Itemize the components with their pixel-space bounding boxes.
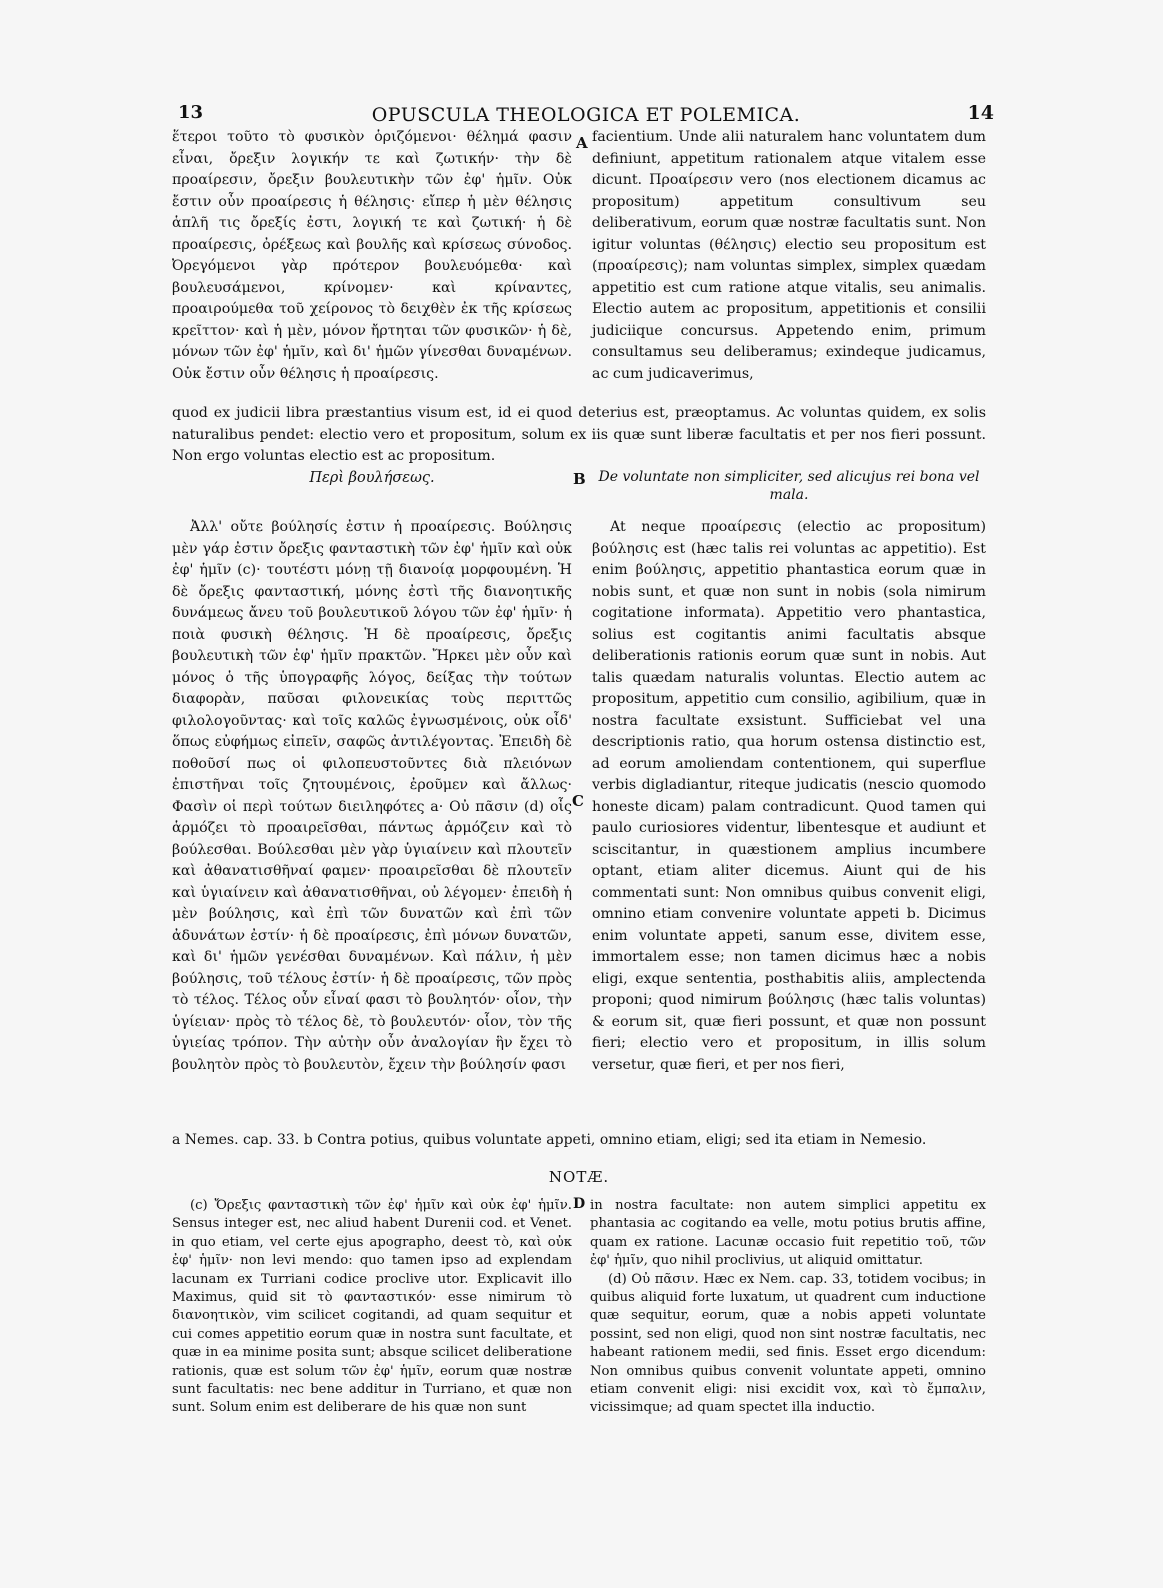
latin-column-top xyxy=(592,127,986,385)
greek-paragraph-top: ἕτεροι τοῦτο τὸ φυσικὸν ὁριζόμενοι· θέλημά φασιν εἶναι, ὄρεξιν λογικήν τε καὶ ζωτικήν· τὴν δὲ προαίρεσιν, ὄρεξιν βουλευτικὴν τῶν ἐφ' ἡμῖν. Οὐκ ἔστιν οὖν προαίρεσις ἡ θέλησις· εἴπερ ἡ μὲν θέλησις ἁπλῆ τις ὄρεξίς ἐστι, λογική τε καὶ ζωτική· ἡ δὲ προαίρεσις, ὀρέξεως καὶ βουλῆς καὶ κρίσεως σύνοδος. Ὀρεγόμενοι γὰρ πρότερον βουλευόμεθα· καὶ βουλευσάμενοι, κρίνομεν· καὶ κρίναντες, προαιρούμεθα τοῦ χείρονος τὸ δειχθὲν ἐκ τῆς κρίσεως κρεῖττον· καὶ ἡ μὲν, μόνον ἤρτηται τῶν φυσικῶν· ἡ δὲ, μόνων τῶν ἐφ' ἡμῖν, καὶ δι' ἡμῶν γίνεσθαι δυναμένων. Οὐκ ἔστιν οὖν θέλησις ἡ προαίρεσις. xyxy=(172,129,572,382)
marker-c: C xyxy=(572,792,584,810)
greek-paragraph-section: Ἀλλ' οὔτε βούλησίς ἐστιν ἡ προαίρεσις. Βούλησις μὲν γάρ ἐστιν ὄρεξις φανταστικὴ τῶν ἐφ' ἡμῖν καὶ οὐκ ἐφ' ἡμῖν (c)· τουτέστι μόνῃ τῇ διανοίᾳ μορφουμένη. Ἡ δὲ ὄρεξις φανταστική, μόνης ἐστὶ τῆς διανοητικῆς δυνάμεως ἄνευ τοῦ βουλευτικοῦ λόγου τῶν ἐφ' ἡμῖν· ἡ ποιὰ φυσικὴ θέλησις. Ἡ δὲ προαίρεσις, ὄρεξις βουλευτικὴ τῶν ἐφ' ἡμῖν πρακτῶν. Ἤρκει μὲν οὖν καὶ μόνος ὁ τῆς ὑπογραφῆς λόγος, δείξας τὴν τούτων διαφορὰν, παῦσαι φιλονεικίας τοὺς περιττῶς φιλολογοῦντας· καὶ τοῖς καλῶς ἐγνωσμένοις, οὐκ οἶδ' ὅπως εὐφήμως εἰπεῖν, σαφῶς ἀντιλέγοντας. Ἐπειδὴ δὲ ποθοῦσί πως οἱ φιλοπευστοῦντες διὰ πλειόνων ἐπιστῆναι τοῖς ζητουμένοις, ἐροῦμεν καὶ ἄλλως· Φασὶν οἱ περὶ τούτων διειληφότες a· Οὐ πᾶσιν (d) οἷς ἁρμόζει τὸ προαιρεῖσθαι, πάντως ἁρμόζειν καὶ τὸ βούλεσθαι. Βούλεσθαι μὲν γὰρ ὑγιαίνειν καὶ πλουτεῖν καὶ ἀθανατισθῆναί φαμεν· προαιρεῖσθαι δὲ πλουτεῖν καὶ ὑγιαίνειν καὶ ἀθανατισθῆναι, οὐ λέγομεν· ἐπειδὴ ἡ μὲν βούλησις, καὶ ἐπὶ τῶν δυνατῶν καὶ ἐπὶ τῶν ἀδυνάτων ἐστίν· ἡ δὲ προαίρεσις, ἐπὶ μόνων δυνατῶν, καὶ δι' ἡμῶν γενέσθαι δυναμένων. Καὶ πάλιν, ἡ μὲν βούλησις, τοῦ τέλους ἐστίν· ἡ δὲ προαίρεσις, τῶν πρὸς τὸ τέλος. Τέλος οὖν εἶναί φασι τὸ βουλητόν· οἷον, τὴν ὑγίειαν· πρὸς τὸ τέλος δὲ, τὸ βουλευτόν· οἷον, τὸν τῆς ὑγιείας τρόπον. Τὴν αὐτὴν οὖν ἀναλογίαν ἣν ἔχει τὸ βουλητὸν πρὸς τὸ βουλευτὸν, ἔχειν τὴν βούλησίν φασι xyxy=(172,519,572,1073)
note-c: (c) Ὄρεξις φανταστικὴ τῶν ἐφ' ἡμῖν καὶ οὐκ ἐφ' ἡμῖν. Sensus integer est, nec aliud habent Durenii cod. et Venet. in quo etiam, vel certe ejus apographo, deest τὸ, καὶ οὐκ ἐφ' ἡμῖν· non levi mendo: quo tamen ipso ad explendam lacunam ex Turriani codice proclive utor. Explicavit illo Maximus, quid sit τὸ φανταστικόν· esse nimirum τὸ διανοητικὸν, vim scilicet cogitandi, ad quam sequitur et cui comes appetitio eorum quæ in nostra sunt facultate, et quæ in ea minime posita sunt; absque scilicet deliberatione rationis, quæ est solum τῶν ἐφ' ἡμῖν, eorum quæ nostræ sunt facultatis: nec bene additur in Turriano, et quæ non sunt. Solum enim est deliberare de his quæ non sunt xyxy=(172,1198,572,1416)
marker-d: D xyxy=(573,1196,586,1212)
greek-column-section xyxy=(172,517,572,1076)
full-width-paragraph: quod ex judicii libra præstantius visum est, id ei quod deterius est, præoptamus. Ac voluntas quidem, ex solis naturalibus pendet: electio vero et propositum, solum ex iis quæ sunt liberæ facultatis et per nos fieri possunt. Non ergo voluntas electio est ac propositum. xyxy=(172,405,986,464)
latin-paragraph-section: At neque προαίρεσις (electio ac propositum) βούλησις est (hæc talis rei voluntas ac appetitio). Est enim βούλησις, appetitio phantastica eorum quæ in nobis sunt, et quæ non sunt in nobis (sola nimirum cogitatione informata). Appetitio vero phantastica, solius est cogitantis animi facultatis absque deliberationis rationis eorum quæ sunt in nobis. Aut talis quædam naturalis voluntas. Electio autem ac propositum, appetitio cum consilio, agibilium, quæ in nostra facultate exsistunt. Sufficiebat vel una descriptionis ratio, qua horum ostensa distinctio est, ad eorum amoliendam contentionem, qui superflue verbis digladiantur, riteque judicatis (nescio quomodo honeste dicam) palam contradicunt. Quod tamen qui paulo curiosiores videntur, libentesque et audiunt et sciscitantur, in quæstionem amplius incumbere optant, etiam aliter dicemus. Aiunt qui de his commentati sunt: Non omnibus quibus convenit eligi, omnino etiam convenire voluntate appeti b. Dicimus enim voluntate appeti, sanum esse, divitem esse, immortalem esse; non tamen dicimus hæc a nobis eligi, exque sententia, posthabitis aliis, amplectenda proponi; quod nimirum βούλησις (hæc talis voluntas) & eorum sit, quæ fieri possunt, et quæ non possunt fieri; electio vero et propositum, in illis solum versetur, quæ fieri, et per nos fieri, xyxy=(592,519,986,1073)
page-number-left: 13 xyxy=(178,102,204,123)
marker-a: A xyxy=(576,134,588,152)
notes-right-column xyxy=(590,1197,986,1418)
latin-paragraph-top: facientium. Unde alii naturalem hanc voluntatem dum definiunt, appetitum rationalem atque vitalem esse dicunt. Προαίρεσιν vero (nos electionem dicamus ac propositum) appetitum consultivum seu deliberativum, eorum quæ nostræ facultatis sunt. Non igitur voluntas (θέλησις) electio seu propositum est (προαίρεσις); nam voluntas simplex, simplex quædam appetitio est cum ratione atque vitalis, seu animalis. Electio autem ac propositum, appetitionis et consilii judiciique concursus. Appetendo enim, primum consultamus seu deliberamus; exindeque judicamus, ac cum judicaverimus, xyxy=(592,129,986,382)
greek-column-top xyxy=(172,127,572,385)
notes-title: NOTÆ. xyxy=(548,1168,610,1186)
section-heading-latin: De voluntate non simpliciter, sed alicujus rei bona vel mala. xyxy=(598,469,980,503)
page-number-right: 14 xyxy=(967,102,994,124)
note-c-continued: in nostra facultate: non autem simplici appetitu ex phantasia ac cogitando ea velle, motu potius brutis affine, quam ex ratione. Lacunæ occasio fuit repetitio τοῦ, τῶν ἐφ' ἡμῖν, quo nihil proclivius, ut aliquid omittatur. xyxy=(590,1198,986,1269)
marker-b: B xyxy=(573,470,586,488)
footnotes: a Nemes. cap. 33. b Contra potius, quibus voluntate appeti, omnino etiam, eligi; sed ita etiam in Nemesio. xyxy=(172,1132,927,1148)
page-header xyxy=(178,102,994,128)
latin-column-section xyxy=(592,517,986,1076)
notes-left-column xyxy=(172,1197,572,1418)
running-title: OPUSCULA THEOLOGICA ET POLEMICA. xyxy=(371,104,801,126)
section-heading-greek: Περὶ βουλήσεως. xyxy=(309,470,435,486)
note-d: (d) Οὐ πᾶσιν. Hæc ex Nem. cap. 33, totidem vocibus; in quibus aliquid forte luxatum, ut quadrent cum inductione quæ sequitur, eorum, quæ a nobis appeti voluntate possint, sed non eligi, quod non sint nostræ facultatis, nec habeant rationem medii, sed finis. Esset ergo dicendum: Non omnibus quibus convenit voluntate appeti, omnino etiam convenit eligi: nisi excidit vox, καὶ τὸ ἔμπαλιν, vicissimque; ad quam spectet illa inductio. xyxy=(590,1271,986,1416)
